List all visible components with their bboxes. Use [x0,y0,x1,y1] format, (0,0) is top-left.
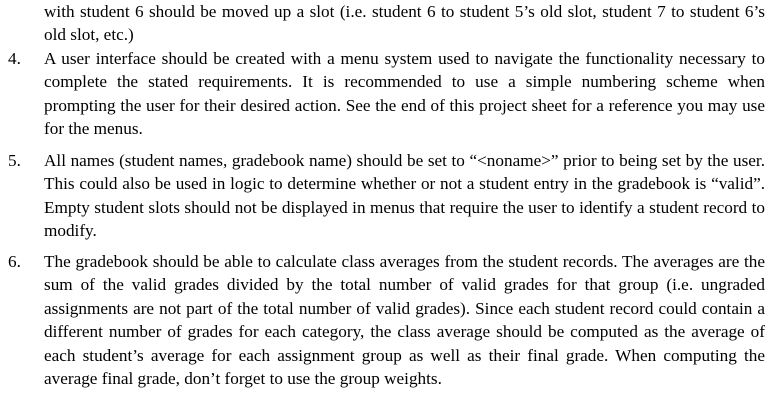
list-item-6 [8,250,765,390]
list-item-number: 4. [8,49,21,68]
list-item-text: A user interface should be created with a menu system used to navigate the functionality necessary to complete the stated requirements. It is recommended to use a simple numbering scheme when prompting the user for their desired action. See the end of this project sheet for a reference you may use for the menus. [44,49,765,139]
list-item-number: 6. [8,252,21,271]
list-item-4 [8,47,765,141]
list-item-number: 5. [8,151,21,170]
continuation-paragraph: with student 6 should be moved up a slot (i.e. student 6 to student 5’s old slot, student 7 to student 6’s old slot, etc.) [44,2,765,45]
list-item-text: All names (student names, gradebook name) should be set to “<noname>” prior to being set by the user. This could also be used in logic to determine whether or not a student entry in the gradebook is “valid”. Empty student slots should not be displayed in menus that require the user to identify a student record to modify. [44,151,765,241]
list-item-text: The gradebook should be able to calculate class averages from the student records. The averages are the sum of the valid grades divided by the total number of valid grades for that group (i.e. ungraded assignments are not part of the total number of valid grades). Since each student record could contain a different number of grades for each category, the class average should be computed as the average of each student’s average for each assignment group as well as their final grade. When computing the average final grade, don’t forget to use the group weights. [44,252,765,389]
list-item-5 [8,149,765,243]
